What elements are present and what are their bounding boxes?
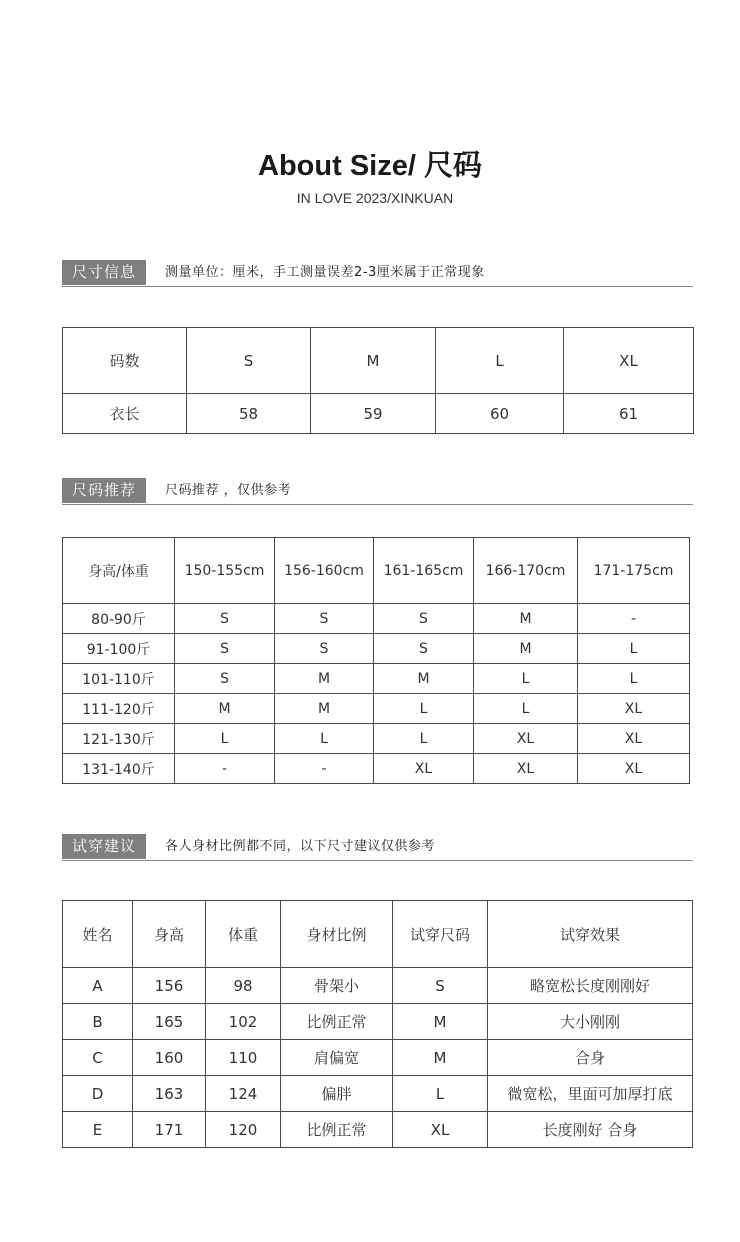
- table-cell: -: [275, 754, 374, 784]
- table-cell: 骨架小: [281, 968, 393, 1004]
- table-cell: 合身: [488, 1040, 693, 1076]
- table-cell: A: [63, 968, 133, 1004]
- table-row: [63, 634, 690, 664]
- table-cell: 衣长: [63, 394, 187, 434]
- table-cell: E: [63, 1112, 133, 1148]
- table-header-cell: S: [187, 328, 311, 394]
- table-row: [63, 664, 690, 694]
- table-cell: 120: [206, 1112, 281, 1148]
- table-cell: 大小刚刚: [488, 1004, 693, 1040]
- table-cell: 肩偏宽: [281, 1040, 393, 1076]
- table-cell: XL: [578, 694, 690, 724]
- table-cell: M: [393, 1040, 488, 1076]
- table-cell: -: [578, 604, 690, 634]
- table-header-cell: L: [436, 328, 564, 394]
- table-cell: -: [175, 754, 275, 784]
- try-on-table: [62, 900, 693, 1148]
- table-header-cell: 身高/体重: [63, 538, 175, 604]
- table-row: [63, 724, 690, 754]
- table-header-row: [63, 901, 693, 968]
- table-cell: 171: [133, 1112, 206, 1148]
- table-row: [63, 604, 690, 634]
- table-header-cell: M: [311, 328, 436, 394]
- section-header-try-on: [62, 834, 693, 861]
- table-cell: XL: [393, 1112, 488, 1148]
- section-note: 测量单位：厘米，手工测量误差2-3厘米属于正常现象: [165, 265, 485, 280]
- table-header-cell: 身高: [133, 901, 206, 968]
- table-header-row: [63, 328, 694, 394]
- table-header-row: [63, 538, 690, 604]
- table-cell: 偏胖: [281, 1076, 393, 1112]
- table-header-cell: 150-155cm: [175, 538, 275, 604]
- table-cell: XL: [578, 754, 690, 784]
- table-cell: L: [578, 664, 690, 694]
- table-header-cell: 166-170cm: [474, 538, 578, 604]
- table-cell: 131-140斤: [63, 754, 175, 784]
- table-row: [63, 968, 693, 1004]
- table-header-cell: 体重: [206, 901, 281, 968]
- table-cell: D: [63, 1076, 133, 1112]
- table-cell: S: [275, 604, 374, 634]
- table-header-cell: 试穿效果: [488, 901, 693, 968]
- table-cell: L: [578, 634, 690, 664]
- table-cell: XL: [474, 724, 578, 754]
- table-cell: 80-90斤: [63, 604, 175, 634]
- table-cell: XL: [374, 754, 474, 784]
- table-row: [63, 394, 694, 434]
- size-recommend-table: [62, 537, 690, 784]
- table-header-cell: 身材比例: [281, 901, 393, 968]
- table-cell: 略宽松长度刚刚好: [488, 968, 693, 1004]
- table-cell: L: [374, 694, 474, 724]
- table-cell: 61: [564, 394, 694, 434]
- table-cell: L: [374, 724, 474, 754]
- table-cell: 60: [436, 394, 564, 434]
- table-cell: 长度刚好 合身: [488, 1112, 693, 1148]
- table-row: [63, 1076, 693, 1112]
- page-title: About Size/ 尺码: [258, 150, 482, 182]
- table-cell: S: [175, 604, 275, 634]
- table-cell: M: [275, 664, 374, 694]
- table-cell: 比例正常: [281, 1112, 393, 1148]
- table-cell: M: [275, 694, 374, 724]
- table-cell: L: [474, 694, 578, 724]
- table-cell: 59: [311, 394, 436, 434]
- table-cell: 102: [206, 1004, 281, 1040]
- section-header-size-info: [62, 260, 693, 287]
- table-cell: M: [474, 604, 578, 634]
- table-cell: S: [275, 634, 374, 664]
- size-table: [62, 327, 694, 434]
- table-cell: XL: [474, 754, 578, 784]
- table-header-cell: 156-160cm: [275, 538, 374, 604]
- table-cell: C: [63, 1040, 133, 1076]
- table-cell: 微宽松，里面可加厚打底: [488, 1076, 693, 1112]
- table-header-cell: 姓名: [63, 901, 133, 968]
- table-cell: S: [175, 634, 275, 664]
- page-subtitle: IN LOVE 2023/XINKUAN: [296, 190, 454, 206]
- table-cell: M: [175, 694, 275, 724]
- table-cell: 110: [206, 1040, 281, 1076]
- table-header-cell: XL: [564, 328, 694, 394]
- table-cell: B: [63, 1004, 133, 1040]
- table-cell: 58: [187, 394, 311, 434]
- table-row: [63, 1004, 693, 1040]
- table-cell: 98: [206, 968, 281, 1004]
- section-tag: 尺码推荐: [62, 478, 146, 503]
- table-cell: 156: [133, 968, 206, 1004]
- table-cell: S: [175, 664, 275, 694]
- table-cell: 163: [133, 1076, 206, 1112]
- table-cell: 121-130斤: [63, 724, 175, 754]
- section-header-size-recommend: [62, 478, 693, 505]
- table-header-cell: 试穿尺码: [393, 901, 488, 968]
- section-note: 各人身材比例都不同，以下尺寸建议仅供参考: [165, 839, 436, 854]
- table-cell: L: [275, 724, 374, 754]
- table-row: [63, 694, 690, 724]
- table-cell: 165: [133, 1004, 206, 1040]
- table-cell: L: [474, 664, 578, 694]
- table-cell: S: [374, 604, 474, 634]
- table-row: [63, 754, 690, 784]
- table-cell: S: [393, 968, 488, 1004]
- table-cell: L: [393, 1076, 488, 1112]
- table-cell: 111-120斤: [63, 694, 175, 724]
- table-cell: M: [393, 1004, 488, 1040]
- table-cell: M: [374, 664, 474, 694]
- table-header-cell: 码数: [63, 328, 187, 394]
- section-tag: 尺寸信息: [62, 260, 146, 285]
- table-cell: 比例正常: [281, 1004, 393, 1040]
- table-cell: 101-110斤: [63, 664, 175, 694]
- table-header-cell: 171-175cm: [578, 538, 690, 604]
- table-cell: 160: [133, 1040, 206, 1076]
- table-row: [63, 1040, 693, 1076]
- table-cell: S: [374, 634, 474, 664]
- table-row: [63, 1112, 693, 1148]
- table-cell: L: [175, 724, 275, 754]
- section-tag: 试穿建议: [62, 834, 146, 859]
- section-note: 尺码推荐 ，仅供参考: [165, 483, 292, 498]
- table-cell: M: [474, 634, 578, 664]
- table-header-cell: 161-165cm: [374, 538, 474, 604]
- table-cell: XL: [578, 724, 690, 754]
- table-cell: 91-100斤: [63, 634, 175, 664]
- table-cell: 124: [206, 1076, 281, 1112]
